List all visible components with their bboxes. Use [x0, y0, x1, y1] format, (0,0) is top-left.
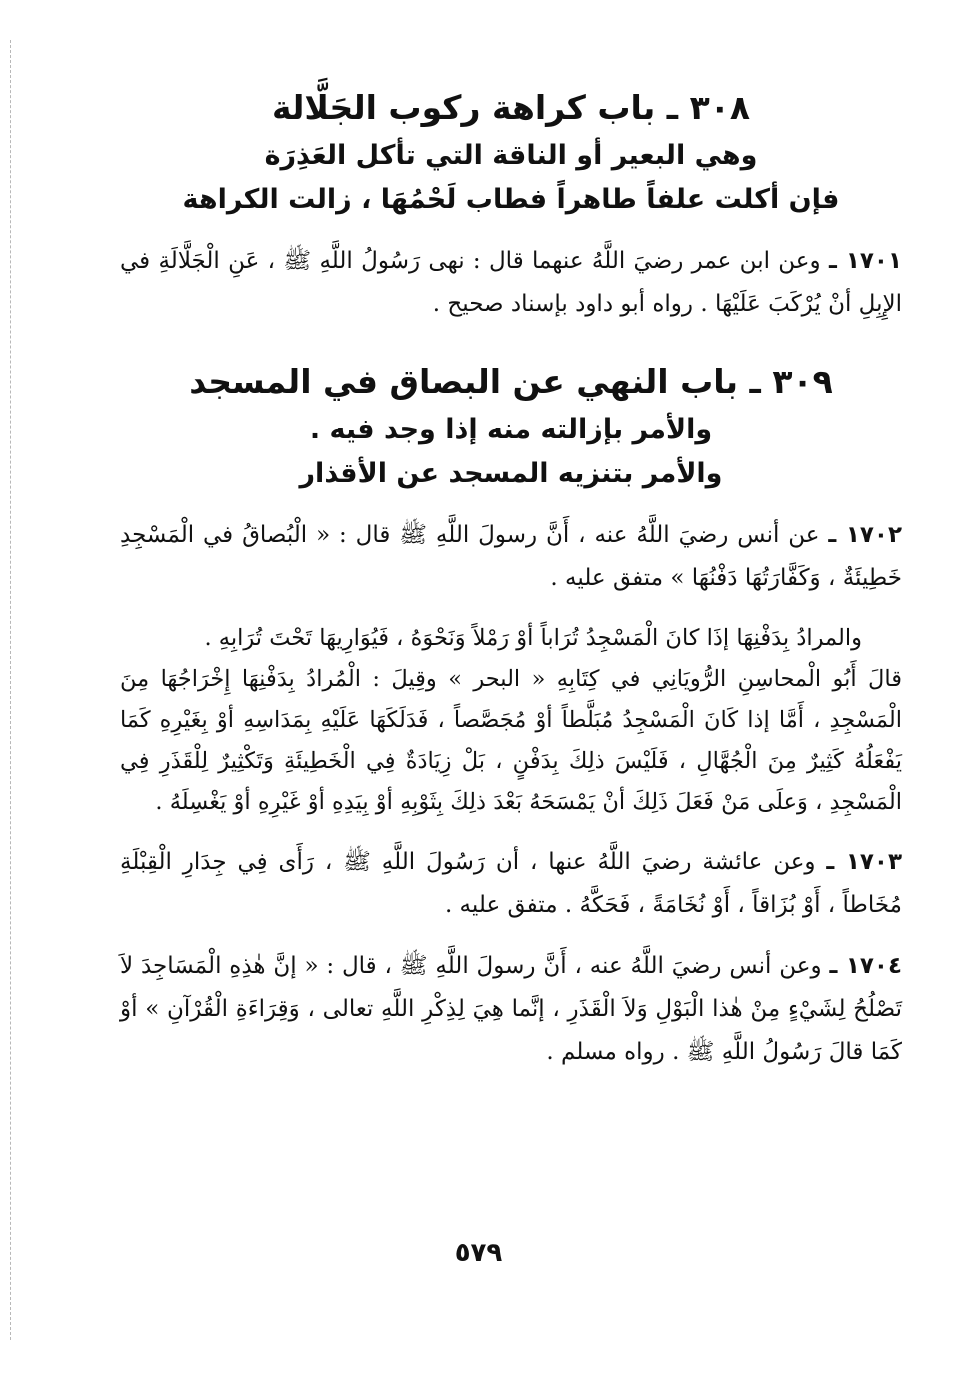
hadith-1701-text: وعن ابن عمر رضيَ اللَّهُ عنهما قال : نهى رَسُولُ اللَّهِ ﷺ ، عَنِ الْجَلَّالَةِ في الإِبِلِ أنْ يُرْكَبَ عَلَيْهَا . رواه أبو داود بإسناد صحيح . — [120, 248, 902, 317]
hadith-1704-text: وعن أنس رضيَ اللَّهُ عنه ، أَنَّ رسولَ اللَّهِ ﷺ ، قال : « إنَّ هٰذِهِ الْمَسَاجِدَ لاَ تَصْلُحُ لِشَيْءٍ مِنْ هٰذا الْبَوْلِ وَلاَ الْقَذَرِ ، إنَّما هِيَ لِذِكْرِ اللَّهِ تعالى ، وَقِرَاءَةِ الْقُرْآنِ » أوْ كَمَا قالَ رَسُولُ اللَّهِ ﷺ . رواه مسلم . — [120, 953, 902, 1065]
chapter-309-title: ٣٠٩ ـ باب النهي عن البصاق في المسجد — [189, 362, 833, 401]
page-number: ٥٧٩ — [454, 1238, 503, 1268]
chapter-308-subtitle-2: فإن أكلت علفاً طاهراً فطاب لَحْمُهَا ، زالت الكراهة — [182, 184, 840, 215]
page-content — [120, 82, 902, 1074]
commentary-paragraph-1: والمرادُ بِدَفْنِهَا إذَا كانَ الْمَسْجِدُ تُرَاباً أوْ رَمْلاً وَنَحْوَهُ ، فَيُوَارِيهَا تَحْتَ تُرَابِهِ . — [204, 625, 862, 651]
chapter-309-subtitle-2: والأمر بتنزيه المسجد عن الأقذار — [299, 458, 723, 489]
commentary — [120, 618, 902, 823]
hadith-1704 — [120, 945, 902, 1074]
hadith-1701 — [120, 240, 902, 326]
hadith-1703-number: ١٧٠٣ ـ — [826, 849, 902, 875]
commentary-paragraph-2: قالَ أَبُو الْمحاسِنِ الرُّويَانِي في كِتَابِهِ « البحر » وقِيلَ : الْمُرادُ بِدَفْنِهَا إِخْرَاجُهَا مِنَ الْمَسْجِدِ ، أَمَّا إذا كَانَ الْمَسْجِدُ مُبَلَّطاً أوْ مُجَصَّصاً ، فَدَلَكَهَا عَلَيْهِ بِمَدَاسِهِ أوْ بِغَيْرِهِ كَمَا يَفْعَلُهُ كَثِيرٌ مِنَ الْجُهَّالِ ، فَلَيْسَ ذلِكَ بِدَفْنٍ ، بَلْ زِيَادَةٌ فِي الْخَطِيئَةِ وَتَكْثِيرٌ لِلْقَذَرِ فِي الْمَسْجِدِ ، وَعلَى مَنْ فَعَلَ ذَلِكَ أنْ يَمْسَحَهُ بَعْدَ ذلِكَ بِثَوْبِهِ أوْ بِيَدِهِ أوْ غَيْرِهِ أوْ يَغْسِلَهُ . — [120, 666, 902, 815]
chapter-308 — [120, 82, 902, 222]
hadith-1703-text: وعن عائشة رضيَ اللَّهُ عنها ، أن رَسُولَ اللَّهِ ﷺ ، رَأَى فِي جِدَارِ الْقِبْلَةِ مُخَاطاً ، أَوْ بُزَاقاً ، أَوْ نُخَامَةً ، فَحَكَّهُ . متفق عليه . — [120, 849, 902, 918]
chapter-308-title: ٣٠٨ ـ باب كراهة ركوب الجَلَّالة — [271, 88, 750, 127]
hadith-1702 — [120, 514, 902, 600]
hadith-1704-number: ١٧٠٤ ـ — [829, 953, 903, 979]
hadith-1702-text: عن أنس رضيَ اللَّهُ عنه ، أَنَّ رسولَ اللَّهِ ﷺ قال : « الْبُصاقُ في الْمَسْجِدِ خَطِيئَةٌ ، وَكَفَّارَتُهَا دَفْنُهَا » متفق عليه . — [120, 522, 902, 591]
chapter-309-subtitle-1: والأمر بإزالته منه إذا وجد فيه . — [309, 414, 713, 445]
hadith-1702-number: ١٧٠٢ ـ — [828, 522, 903, 548]
chapter-309 — [120, 356, 902, 496]
hadith-1703 — [120, 841, 902, 927]
chapter-308-subtitle-1: وهي البعير أو الناقة التي تأكل العَذِرَة — [264, 140, 758, 171]
margin-guide-line — [10, 40, 11, 1340]
hadith-1701-number: ١٧٠١ ـ — [828, 248, 902, 274]
